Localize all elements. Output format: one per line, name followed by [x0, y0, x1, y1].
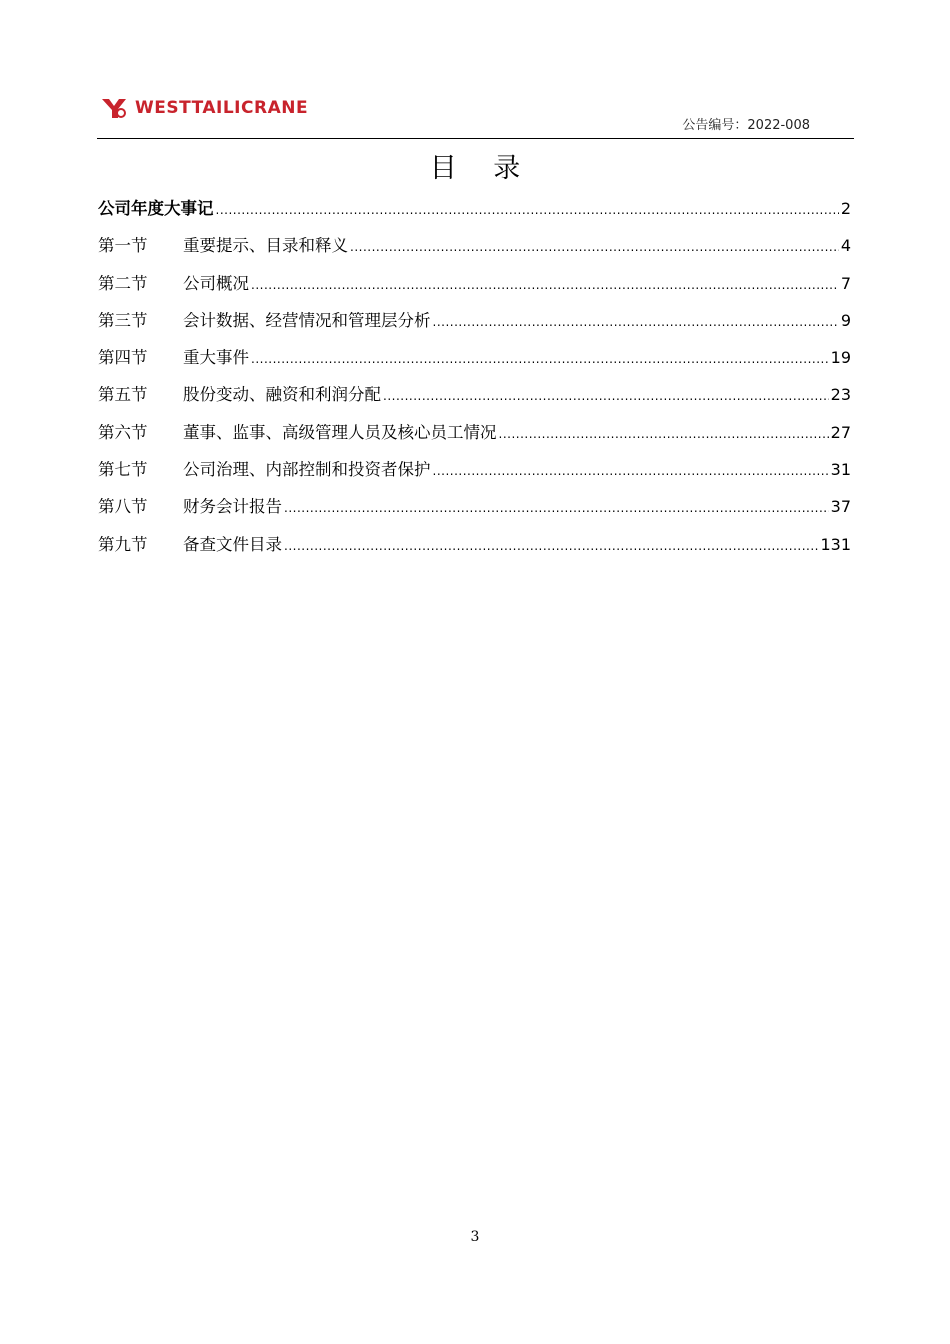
- company-logo-text: WESTTAILICRANE: [135, 98, 309, 118]
- toc-entry-section-8[interactable]: [98, 488, 851, 525]
- toc-entry-title: 公司概况: [183, 273, 249, 293]
- toc-entry-page: 4: [840, 236, 851, 256]
- toc-entry-section-3[interactable]: [98, 302, 851, 339]
- toc-entry-title: 重大事件: [183, 348, 249, 368]
- crane-logo-icon: [101, 96, 129, 120]
- toc-leader-dots: [284, 490, 829, 527]
- toc-leader-dots: [216, 192, 839, 229]
- toc-entry-page: 131: [820, 534, 851, 554]
- toc-entry-section-6[interactable]: [98, 414, 851, 451]
- toc-leader-dots: [499, 416, 829, 453]
- toc-leader-dots: [251, 341, 829, 378]
- toc-entry-page: 31: [830, 460, 851, 480]
- toc-entry-page: 7: [840, 273, 851, 293]
- toc-entry-highlights[interactable]: [98, 190, 851, 227]
- toc-title: 目 录: [429, 153, 535, 184]
- toc-entry-section: 第九节: [98, 534, 148, 554]
- toc-entry-section-5[interactable]: [98, 376, 851, 413]
- toc-entry-page: 27: [830, 422, 851, 442]
- toc-entry-page: 23: [830, 385, 851, 405]
- toc-entry-section-4[interactable]: [98, 339, 851, 376]
- toc-entry-section: 第二节: [98, 273, 148, 293]
- toc-entry-section: 第六节: [98, 422, 148, 442]
- table-of-contents: [98, 190, 851, 563]
- toc-entry-title: 重要提示、目录和释义: [183, 236, 348, 256]
- toc-leader-dots: [251, 267, 839, 304]
- toc-entry-title: 董事、监事、高级管理人员及核心员工情况: [183, 422, 497, 442]
- toc-entry-title: 公司年度大事记: [98, 199, 214, 218]
- toc-entry-page: 2: [840, 199, 851, 218]
- toc-entry-section-9[interactable]: [98, 526, 851, 563]
- toc-entry-section: 第三节: [98, 310, 148, 330]
- toc-leader-dots: [350, 229, 839, 266]
- toc-entry-page: 19: [830, 348, 851, 368]
- toc-entry-title: 公司治理、内部控制和投资者保护: [183, 460, 431, 480]
- toc-entry-page: 37: [830, 497, 851, 517]
- toc-entry-section: 第一节: [98, 236, 148, 256]
- toc-entry-section: 第七节: [98, 460, 148, 480]
- toc-entry-section: 第五节: [98, 385, 148, 405]
- toc-entry-section-1[interactable]: [98, 227, 851, 264]
- toc-leader-dots: [284, 528, 818, 565]
- toc-entry-section: 第四节: [98, 348, 148, 368]
- notice-number: 公告编号：2022-008: [682, 118, 810, 133]
- toc-entry-section-7[interactable]: [98, 451, 851, 488]
- toc-leader-dots: [383, 378, 829, 415]
- page-header: [97, 92, 854, 139]
- toc-entry-title: 财务会计报告: [183, 497, 282, 517]
- toc-leader-dots: [433, 453, 829, 490]
- toc-entry-page: 9: [840, 310, 851, 330]
- toc-entry-title: 备查文件目录: [183, 534, 282, 554]
- page-number: 3: [470, 1229, 480, 1245]
- toc-entry-section-2[interactable]: [98, 265, 851, 302]
- toc-entry-section: 第八节: [98, 497, 148, 517]
- toc-entry-title: 会计数据、经营情况和管理层分析: [183, 310, 431, 330]
- toc-leader-dots: [433, 304, 839, 341]
- toc-entry-title: 股份变动、融资和利润分配: [183, 385, 381, 405]
- company-logo: [101, 96, 308, 120]
